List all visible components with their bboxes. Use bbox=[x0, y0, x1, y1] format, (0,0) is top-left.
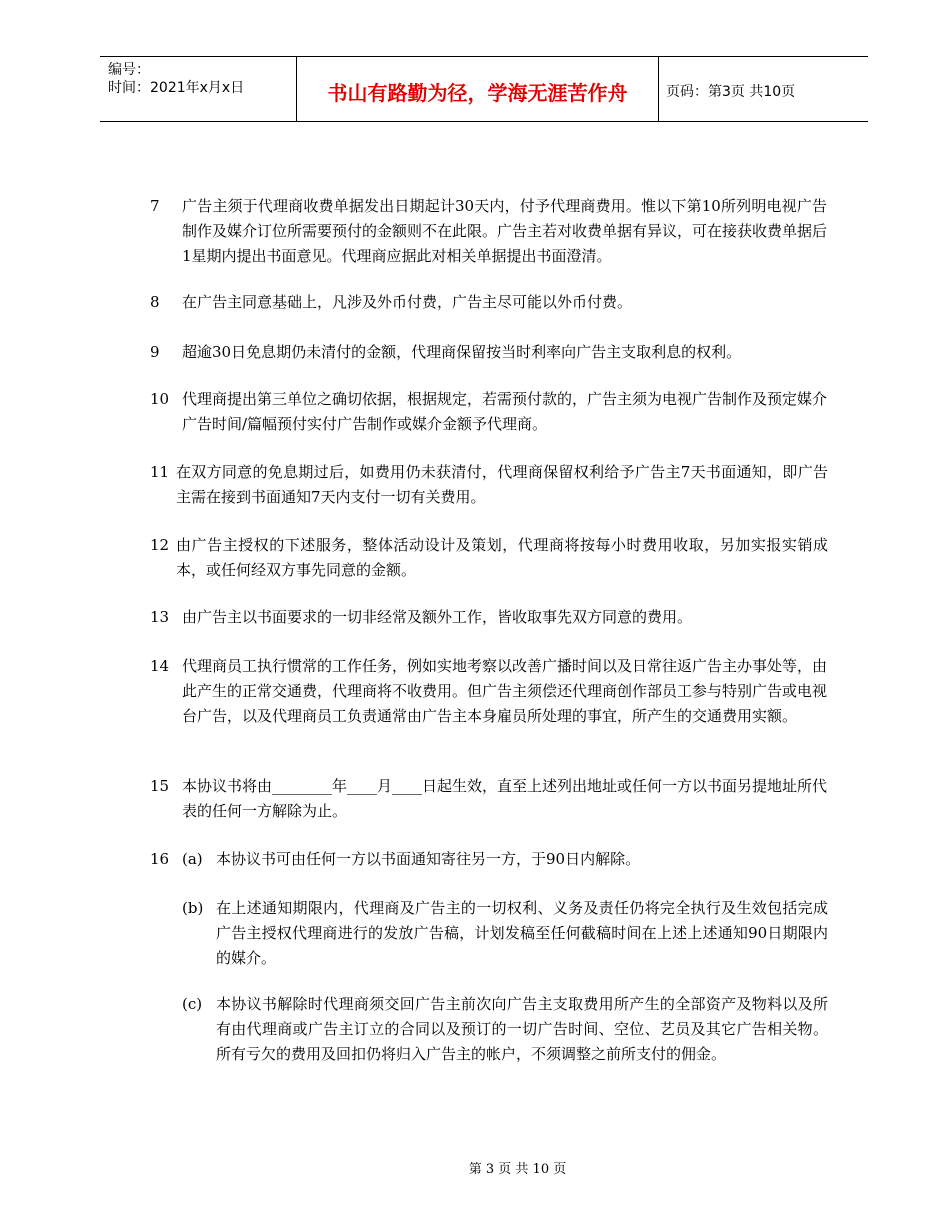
sub-clause-text: 在上述通知期限内，代理商及广告主的一切权利、义务及责任仍将完全执行及生效包括完成广告主授权代理商进行的发放广告稿，计划发稿至任何截稿时间在上述上述通知90日期限内的媒介。 bbox=[216, 899, 828, 967]
clause-text: 超逾30日免息期仍未清付的金额，代理商保留按当时利率向广告主支取利息的权利。 bbox=[182, 343, 742, 361]
clause-number: 16 bbox=[150, 850, 170, 868]
clause-text: 由广告主以书面要求的一切非经常及额外工作，皆收取事先双方同意的费用。 bbox=[182, 608, 693, 626]
clause-number: 12 bbox=[150, 536, 170, 554]
clause-text: 在广告主同意基础上，凡涉及外币付费，广告主尽可能以外币付费。 bbox=[182, 293, 633, 311]
sub-clause-text: 本协议书解除时代理商须交回广告主前次向广告主支取费用所产生的全部资产及物料以及所有由代理商或广告主订立的合同以及预订的一切广告时间、空位、艺员及其它广告相关物。所有亏欠的费用及回扣仍将归入广告主的帐户，不须调整之前所支付的佣金。 bbox=[216, 995, 828, 1063]
sub-clause-label: (b) bbox=[182, 899, 204, 917]
clause-number: 9 bbox=[150, 343, 160, 361]
clause-text: 广告主须于代理商收费单据发出日期起计30天内，付予代理商费用。惟以下第10所列明电视广告制作及媒介订位所需要预付的金额则不在此限。广告主若对收费单据有异议，可在接获收费单据后1星期内提出书面意见。代理商应据此对相关单据提出书面澄清。 bbox=[182, 197, 828, 265]
clause-number: 8 bbox=[150, 293, 160, 311]
sub-clause-label: (c) bbox=[182, 995, 203, 1013]
sub-clause-text: 本协议书可由任何一方以书面通知寄往另一方，于90日内解除。 bbox=[216, 850, 641, 868]
clause-text: 代理商提出第三单位之确切依据，根据规定，若需预付款的，广告主须为电视广告制作及预定媒介广告时间/篇幅预付实付广告制作或媒介金额予代理商。 bbox=[182, 390, 828, 433]
clause-text: 在双方同意的免息期过后，如费用仍未获清付，代理商保留权利给予广告主7天书面通知，即广告主需在接到书面通知7天内支付一切有关费用。 bbox=[176, 463, 828, 506]
clause-number: 14 bbox=[150, 657, 170, 675]
header-divider bbox=[658, 57, 659, 121]
clause-number: 7 bbox=[150, 197, 160, 215]
clause-number: 10 bbox=[150, 390, 170, 408]
document-number-label: 编号： bbox=[108, 62, 150, 78]
clause-text: 由广告主授权的下述服务，整体活动设计及策划，代理商将按每小时费用收取，另加实报实销成本，或任何经双方事先同意的金额。 bbox=[176, 536, 828, 579]
clause-text: 本协议书将由________年____月____日起生效，直至上述列出地址或任何一方以书面另提地址所代表的任何一方解除为止。 bbox=[182, 777, 828, 820]
document-date-label: 时间：2021年x月x日 bbox=[108, 80, 245, 96]
sub-clause-label: (a) bbox=[182, 850, 203, 868]
page-footer: 第 3 页 共 10 页 bbox=[468, 1162, 567, 1177]
header-left bbox=[108, 61, 244, 97]
clause-text: 代理商员工执行惯常的工作任务，例如实地考察以改善广播时间以及日常往返广告主办事处等，由此产生的正常交通费，代理商将不收费用。但广告主须偿还代理商创作部员工参与特别广告或电视台广告，以及代理商员工负责通常由广告主本身雇员所处理的事宜，所产生的交通费用实额。 bbox=[182, 657, 828, 725]
page-header bbox=[100, 56, 868, 122]
header-motto: 书山有路勤为径，学海无涯苦作舟 bbox=[327, 81, 628, 105]
header-page-number: 页码：第3页 共10页 bbox=[666, 84, 796, 100]
clause-number: 11 bbox=[150, 463, 170, 481]
clause-number: 15 bbox=[150, 777, 170, 795]
clause-number: 13 bbox=[150, 608, 170, 626]
